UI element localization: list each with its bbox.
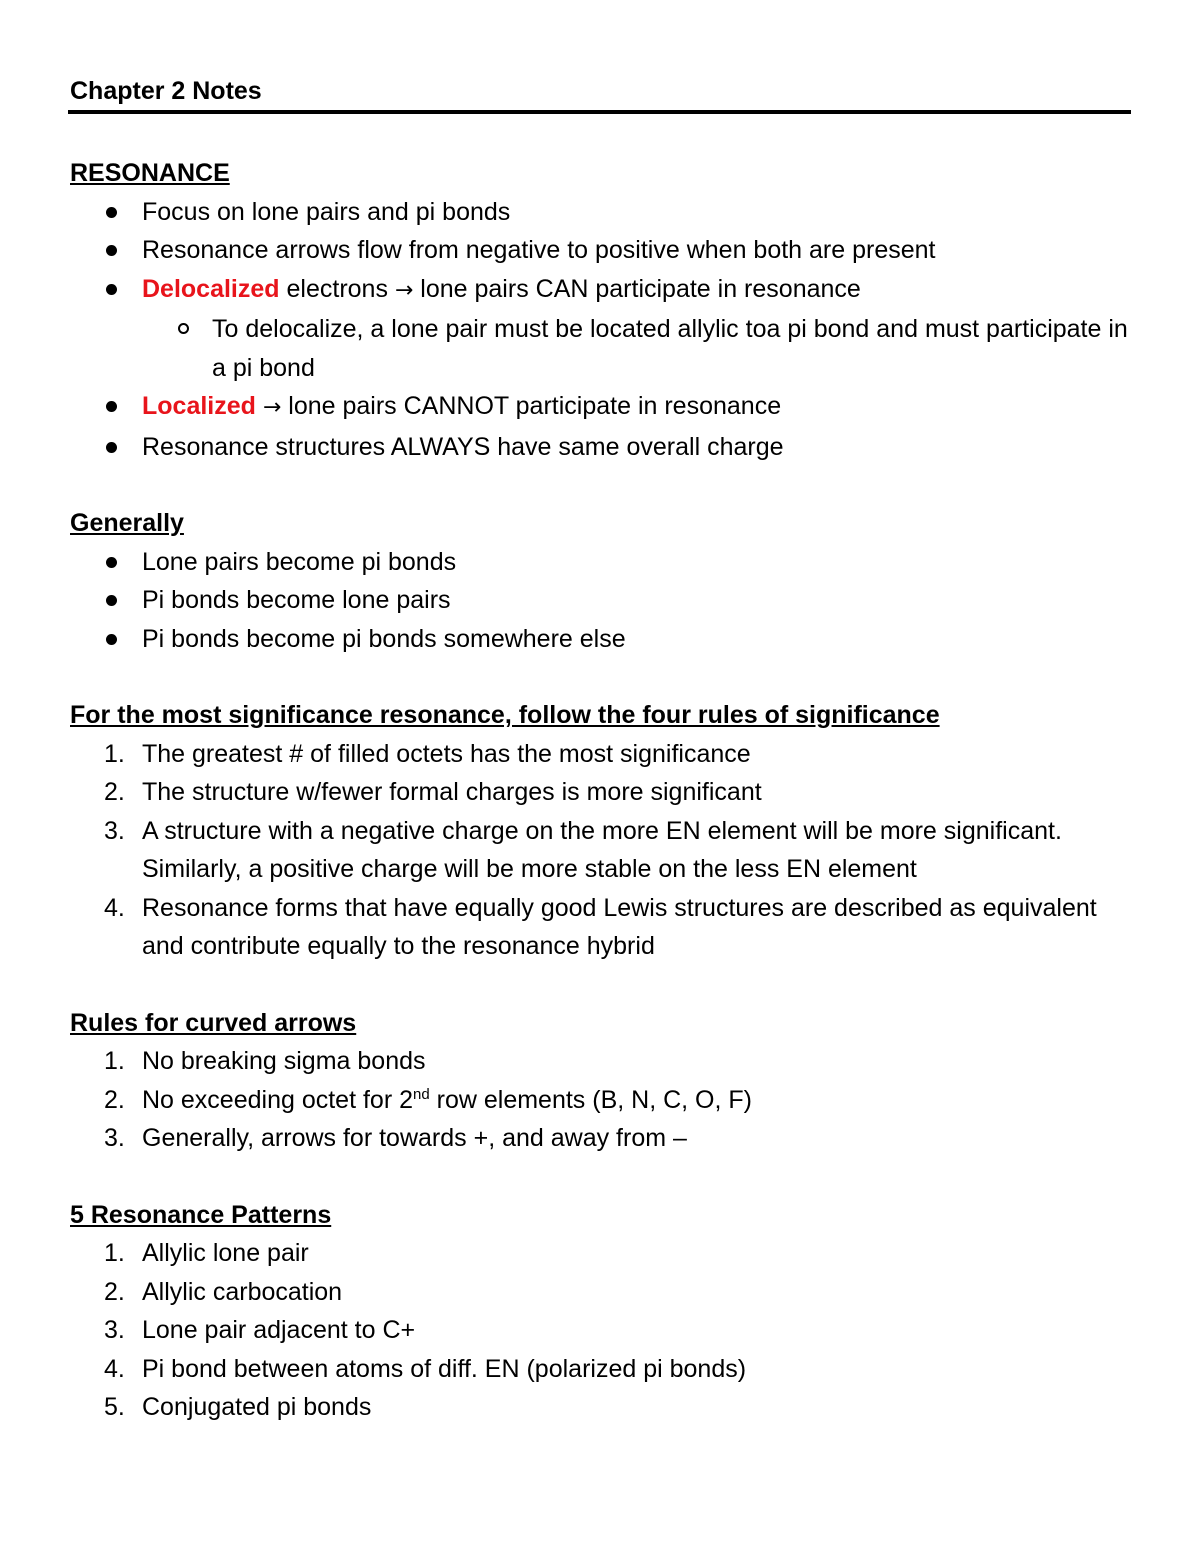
bullet-icon	[106, 557, 117, 568]
list-number: 3.	[104, 1124, 125, 1152]
list-number: 2.	[104, 778, 125, 806]
list-number: 2.	[104, 1277, 125, 1306]
list-item: Localized → lone pairs CANNOT participate in resonance	[70, 387, 1130, 428]
list-item: 2. Allylic carbocation	[70, 1273, 1130, 1312]
curved-arrows-heading: Rules for curved arrows	[70, 1008, 357, 1037]
list-item: Resonance structures ALWAYS have same overall charge	[70, 428, 1130, 467]
list-item: Lone pairs become pi bonds	[70, 543, 1130, 582]
list-number: 1.	[104, 1239, 125, 1267]
hollow-bullet-icon	[178, 323, 189, 334]
list-number: 3.	[104, 816, 125, 845]
significance-list	[70, 735, 1130, 966]
list-item: Pi bonds become lone pairs	[70, 581, 1130, 620]
list-item: 1. Allylic lone pair	[70, 1234, 1130, 1273]
list-item: 3. Generally, arrows for towards +, and away from –	[70, 1119, 1130, 1158]
generally-heading: Generally	[70, 509, 184, 537]
list-number: 3.	[104, 1316, 125, 1344]
bullet-icon	[106, 595, 117, 606]
patterns-heading: 5 Resonance Patterns	[70, 1200, 332, 1229]
sub-list-item: To delocalize, a lone pair must be located allylic toa pi bond and must participate in a pi bond	[70, 310, 1130, 387]
curved-arrows-list	[70, 1042, 1130, 1158]
list-number: 4.	[104, 893, 125, 922]
list-item: Pi bonds become pi bonds somewhere else	[70, 620, 1130, 659]
title-underline-divider	[68, 110, 1131, 114]
bullet-icon	[106, 207, 117, 218]
localized-term: Localized	[142, 392, 256, 420]
list-item: 2. The structure w/fewer formal charges is more significant	[70, 773, 1130, 812]
bullet-icon	[106, 442, 117, 453]
list-item: 3. A structure with a negative charge on the more EN element will be more significant. Similarly, a positive charge will be more stable on the less EN element	[70, 812, 1130, 889]
bullet-icon	[106, 634, 117, 645]
bullet-icon	[106, 284, 117, 295]
right-arrow-icon: →	[262, 395, 282, 420]
significance-heading: For the most significance resonance, follow the four rules of significance	[70, 701, 940, 729]
resonance-heading: RESONANCE	[70, 159, 230, 187]
delocalized-term: Delocalized	[142, 274, 280, 303]
list-item: 2. No exceeding octet for 2nd row elements (B, N, C, O, F)	[70, 1081, 1130, 1120]
list-number: 4.	[104, 1354, 125, 1383]
bullet-icon	[106, 245, 117, 256]
list-number: 1.	[104, 1047, 125, 1075]
generally-list	[70, 543, 1130, 659]
list-item: 1. The greatest # of filled octets has the most significance	[70, 735, 1130, 774]
patterns-list	[70, 1234, 1130, 1427]
list-item: 3. Lone pair adjacent to C+	[70, 1311, 1130, 1350]
page-title: Chapter 2 Notes	[70, 77, 262, 105]
list-number: 2.	[104, 1085, 125, 1114]
list-item: Resonance arrows flow from negative to positive when both are present	[70, 231, 1130, 270]
list-item: 1. No breaking sigma bonds	[70, 1042, 1130, 1081]
right-arrow-icon: →	[394, 277, 414, 303]
bullet-icon	[106, 401, 117, 412]
resonance-list	[70, 193, 1130, 467]
list-number: 1.	[104, 739, 125, 768]
list-item: Delocalized electrons → lone pairs CAN participate in resonance	[70, 270, 1130, 311]
list-item: 4. Resonance forms that have equally good Lewis structures are described as equivalent and contribute equally to the resonance hybrid	[70, 889, 1130, 966]
list-number: 5.	[104, 1393, 125, 1421]
list-item: 5. Conjugated pi bonds	[70, 1388, 1130, 1427]
list-item: 4. Pi bond between atoms of diff. EN (polarized pi bonds)	[70, 1350, 1130, 1389]
notes-content	[70, 154, 1130, 1427]
list-item: Focus on lone pairs and pi bonds	[70, 193, 1130, 232]
